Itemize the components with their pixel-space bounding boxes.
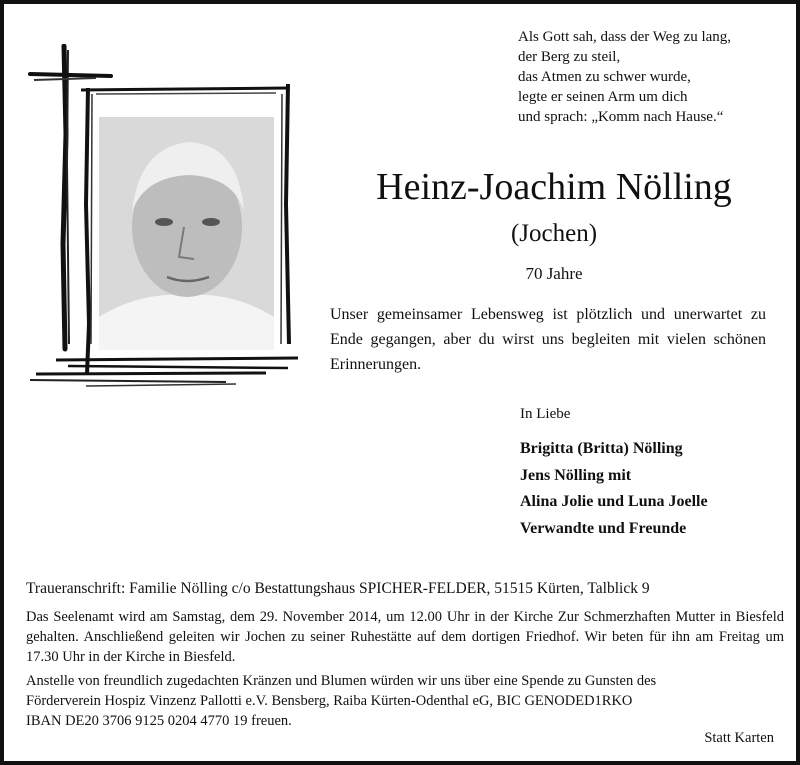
poem-line: Als Gott sah, dass der Weg zu lang, (518, 29, 732, 45)
poem-line: legte er seinen Arm um dich (518, 89, 688, 105)
deceased-name: Heinz-Joachim Nölling (376, 166, 732, 208)
farewell-message: Unser gemeinsamer Lebensweg ist plötzlich und unerwartet zu Ende gegangen, aber du wirst uns begleiten mit vielen schönen Erinnerungen. (330, 306, 766, 373)
donation-line: Förderverein Hospiz Vinzenz Pallotti e.V. Bensberg, Raiba Kürten-Odenthal eG, BIC GENODED1RKO (26, 693, 633, 709)
service-details: Das Seelenamt wird am Samstag, dem 29. November 2014, um 12.00 Uhr in der Kirche Zur Schmerzhaften Mutter in Biesfeld gehalten. Anschließend geleiten wir Jochen zu seiner Ruhestätte auf dem dortigen Friedhof. Wir beten für ihn am Freitag um 17.30 Uhr in der Kirche in Biesfeld. (26, 609, 784, 665)
signoff-text: In Liebe (520, 406, 571, 422)
donation-line: Anstelle von freundlich zugedachten Kränzen und Blumen würden wir uns über eine Spende zu Gunsten des (26, 673, 657, 689)
statt-karten-note: Statt Karten (704, 730, 774, 746)
mourners-list (520, 436, 708, 542)
mourner-entry: Verwandte und Freunde (520, 519, 687, 537)
poem-line: und sprach: „Komm nach Hause.“ (518, 109, 724, 125)
memorial-poem (518, 27, 790, 127)
deceased-nickname: (Jochen) (510, 220, 598, 247)
poem-line: das Atmen zu schwer wurde, (518, 69, 691, 85)
mourner-entry: Jens Nölling mit (520, 466, 632, 484)
donation-request (26, 671, 784, 731)
donation-line: IBAN DE20 3706 9125 0204 4770 19 freuen. (26, 713, 292, 729)
portrait-photo (99, 117, 274, 350)
mourner-entry: Brigitta (Britta) Nölling (520, 440, 683, 457)
condolence-address: Traueranschrift: Familie Nölling c/o Bestattungshaus SPICHER-FELDER, 51515 Kürten, Talblick 9 (26, 580, 650, 597)
poem-line: der Berg zu steil, (518, 49, 621, 65)
deceased-age: 70 Jahre (525, 264, 583, 283)
mourner-entry: Alina Jolie und Luna Joelle (520, 493, 708, 510)
portrait-illustration (99, 117, 274, 350)
